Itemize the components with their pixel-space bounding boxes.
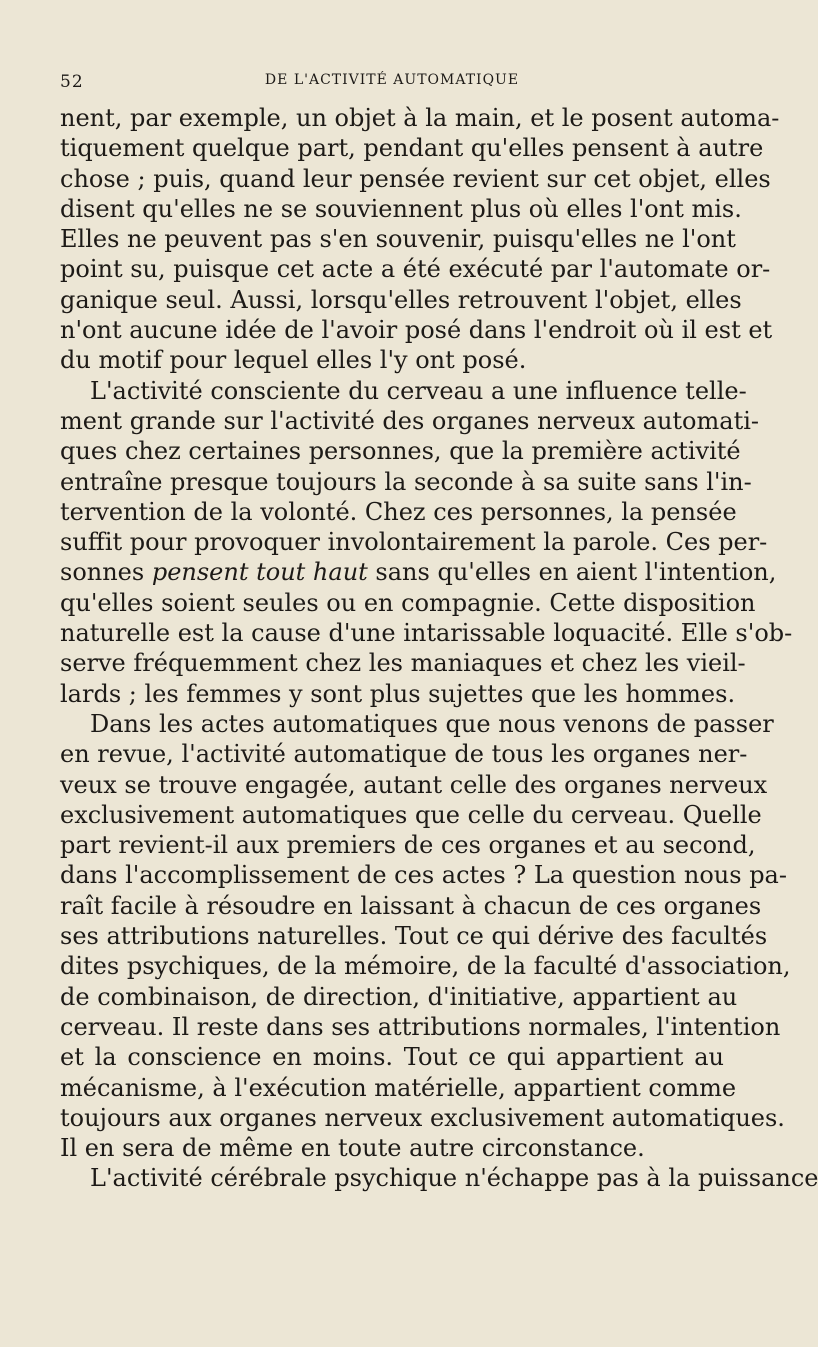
italic-phrase: pensent tout haut [151,558,368,587]
text-line: disent qu'elles ne se souviennent plus où elles l'ont mis. [60,194,742,223]
text-line: suffit pour provoquer involontairement la parole. Ces per- [60,528,768,557]
text-line: ganique seul. Aussi, lorsqu'elles retrouvent l'objet, elles [60,285,742,314]
text-line: Elles ne peuvent pas s'en souvenir, puisqu'elles ne l'ont [60,225,736,254]
text-line: veux se trouve engagée, autant celle des organes nerveux [60,770,768,799]
text-line: entraîne presque toujours la seconde à sa suite sans l'in- [60,467,752,496]
text-line: mécanisme, à l'exécution matérielle, appartient comme [60,1073,737,1102]
text-line: tervention de la volonté. Chez ces personnes, la pensée [60,497,737,526]
running-title: DE L'ACTIVITÉ AUTOMATIQUE [264,72,520,88]
text-line: serve fréquemment chez les maniaques et chez les vieil- [60,649,746,678]
text-line: n'ont aucune idée de l'avoir posé dans l'endroit où il est et [60,316,773,345]
text-segment: sans qu'elles en aient l'intention, [367,558,777,587]
page-header [60,72,724,96]
text-line: du motif pour lequel elles l'y ont posé. [60,346,527,375]
text-line: point su, puisque cet acte a été exécuté par l'automate or- [60,255,771,284]
text-line: tiquement quelque part, pendant qu'elles pensent à autre [60,134,764,163]
text-line: lards ; les femmes y sont plus sujettes que les hommes. [60,679,736,708]
text-line: cerveau. Il reste dans ses attributions normales, l'intention [60,1012,781,1041]
text-line: ses attributions naturelles. Tout ce qui dérive des facultés [60,922,768,951]
text-line: et la conscience en moins. Tout ce qui appartient au [60,1043,724,1072]
text-line: dites psychiques, de la mémoire, de la faculté d'association, [60,952,791,981]
text-line: dans l'accomplissement de ces actes ? La question nous pa- [60,861,787,890]
text-line: qu'elles soient seules ou en compagnie. Cette disposition [60,588,756,617]
text-line-with-italic [60,557,777,587]
text-segment: sonnes [60,558,152,587]
text-line: ques chez certaines personnes, que la première activité [60,437,741,466]
text-line: ment grande sur l'activité des organes nerveux automati- [60,406,759,435]
text-line: en revue, l'activité automatique de tous les organes ner- [60,740,748,769]
text-line: part revient-il aux premiers de ces organes et au second, [60,831,756,860]
text-line: Il en sera de même en toute autre circonstance. [60,1134,645,1163]
text-line: raît facile à résoudre en laissant à chacun de ces organes [60,891,762,920]
text-line: toujours aux organes nerveux exclusivement automatiques. [60,1103,785,1132]
text-line: L'activité consciente du cerveau a une influence telle- [90,376,747,405]
text-line: chose ; puis, quand leur pensée revient sur cet objet, elles [60,164,771,193]
body-text [60,103,818,1194]
text-line: exclusivement automatiques que celle du cerveau. Quelle [60,800,762,829]
text-line: naturelle est la cause d'une intarissable loquacité. Elle s'ob- [60,619,793,648]
page-number: 52 [60,72,84,92]
text-line: Dans les actes automatiques que nous venons de passer [90,709,774,738]
text-line: de combinaison, de direction, d'initiative, appartient au [60,982,738,1011]
text-line: L'activité cérébrale psychique n'échappe pas à la puissance [90,1164,818,1193]
text-line: nent, par exemple, un objet à la main, et le posent automa- [60,104,780,132]
